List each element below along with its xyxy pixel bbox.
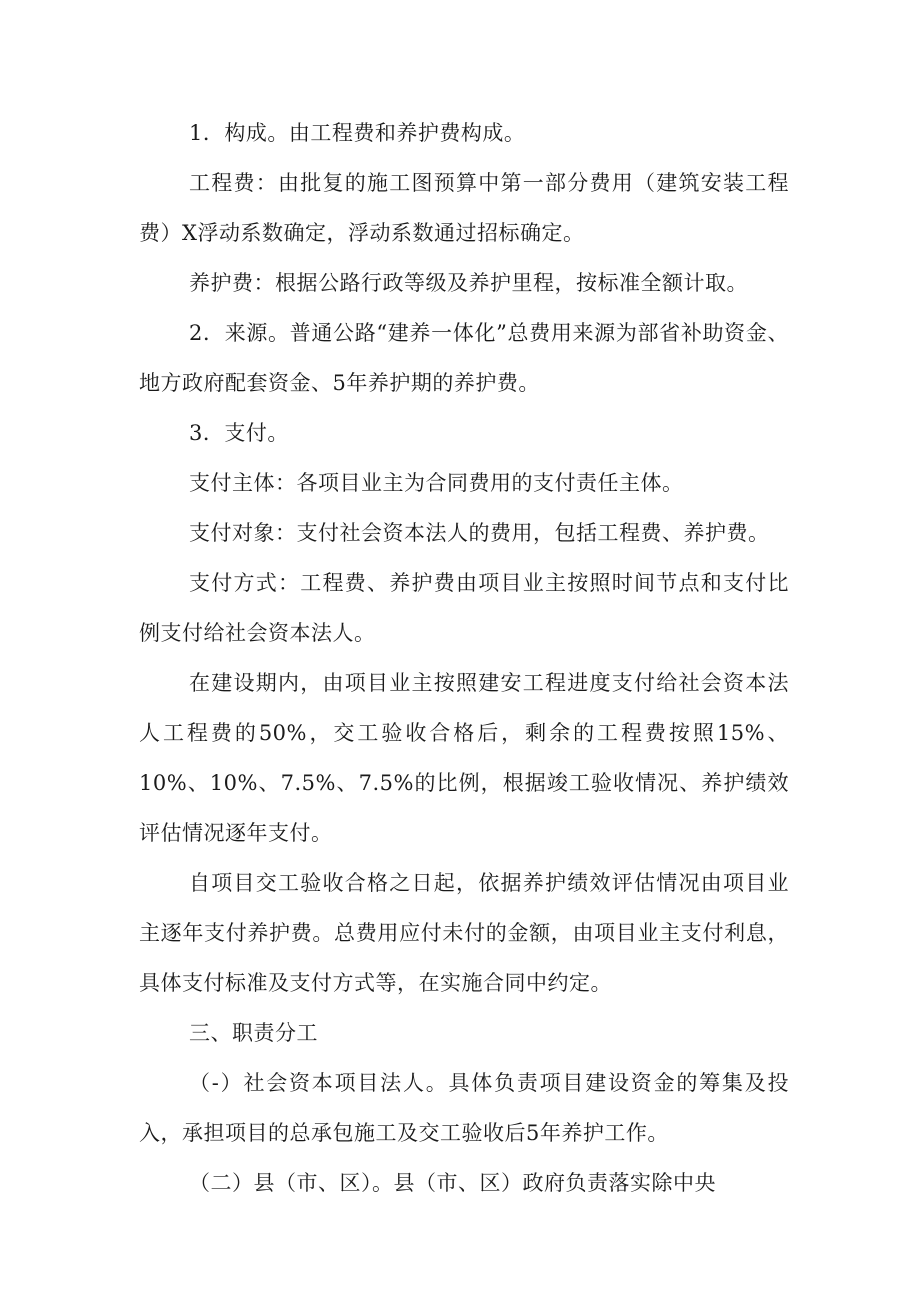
paragraph-county-government: （二）县（市、区）。县（市、区）政府负责落实除中央 bbox=[189, 1171, 716, 1195]
paragraph-composition: 1．构成。由工程费和养护费构成。 bbox=[189, 121, 526, 145]
paragraph-source: 2．来源。普通公路“建养一体化”总费用来源为部省补助资金、地方政府配套资金、5年养护期的养护费。 bbox=[139, 321, 789, 395]
paragraph-construction-period: 在建设期内，由项目业主按照建安工程进度支付给社会资本法人工程费的50%，交工验收合格后，剩余的工程费按照15%、10%、10%、7.5%、7.5%的比例，根据竣工验收情况、养护绩效评估情况逐年支付。 bbox=[139, 671, 789, 845]
document-body bbox=[139, 108, 789, 1208]
section-heading-responsibilities: 三、职责分工 bbox=[189, 1021, 318, 1045]
paragraph-payment-method: 支付方式：工程费、养护费由项目业主按照时间节点和支付比例支付给社会资本法人。 bbox=[139, 571, 789, 645]
paragraph-payment-subject: 支付主体：各项目业主为合同费用的支付责任主体。 bbox=[189, 471, 684, 495]
paragraph-social-capital-legal-person: （-）社会资本项目法人。具体负责项目建设资金的筹集及投入，承担项目的总承包施工及交工验收后5年养护工作。 bbox=[139, 1071, 789, 1145]
paragraph-payment-heading: 3．支付。 bbox=[189, 421, 289, 445]
paragraph-engineering-fee: 工程费：由批复的施工图预算中第一部分费用（建筑安装工程费）X浮动系数确定，浮动系数通过招标确定。 bbox=[139, 171, 789, 245]
paragraph-maintenance-payment: 自项目交工验收合格之日起，依据养护绩效评估情况由项目业主逐年支付养护费。总费用应付未付的金额，由项目业主支付利息，具体支付标准及支付方式等，在实施合同中约定。 bbox=[139, 871, 789, 995]
paragraph-payment-object: 支付对象：支付社会资本法人的费用，包括工程费、养护费。 bbox=[189, 521, 770, 545]
paragraph-maintenance-fee: 养护费：根据公路行政等级及养护里程，按标准全额计取。 bbox=[189, 271, 748, 295]
